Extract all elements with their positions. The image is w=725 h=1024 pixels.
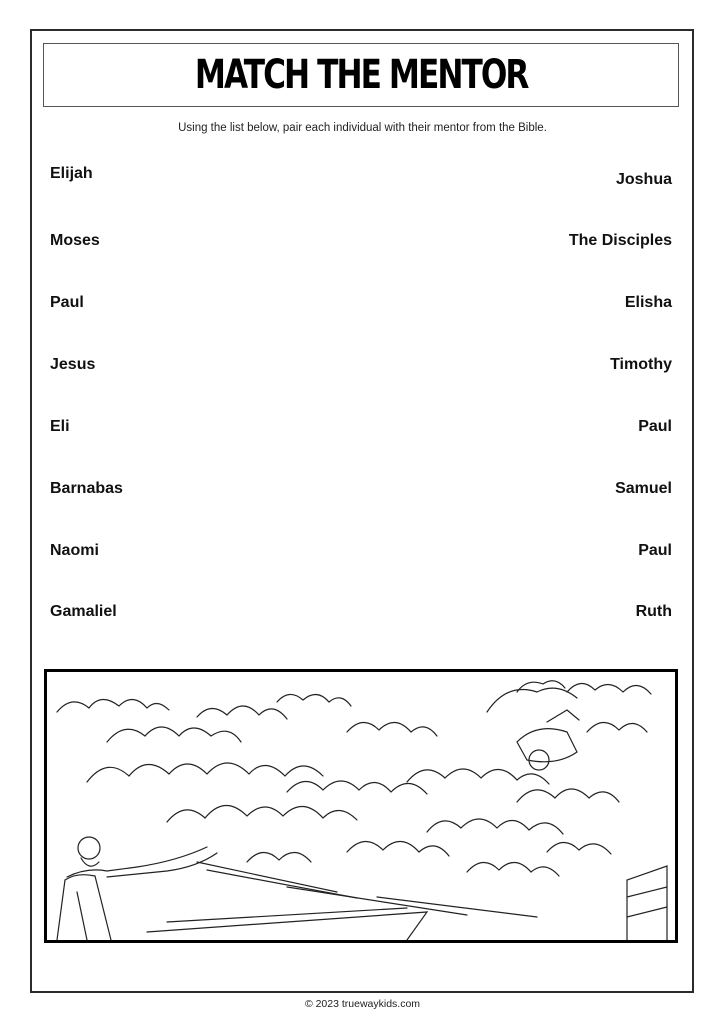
right-name-paul: Paul [638,418,672,435]
illustration-drawing [47,672,675,940]
right-name-paul-2: Paul [638,542,672,559]
left-name-paul: Paul [50,294,84,311]
instructions: Using the list below, pair each individual with their mentor from the Bible. [178,122,547,134]
left-name-naomi: Naomi [50,542,99,559]
footer-copyright: © 2023 truewaykids.com [304,998,421,1010]
left-name-gamaliel: Gamaliel [50,603,117,620]
right-name-samuel: Samuel [615,480,672,497]
left-name-barnabas: Barnabas [50,480,123,497]
left-name-eli: Eli [50,418,70,435]
page-title: MATCH THE MENTOR [194,52,528,98]
right-name-ruth: Ruth [635,603,672,620]
title-box [43,43,679,107]
right-name-joshua: Joshua [615,171,672,188]
left-name-elijah: Elijah [50,165,93,182]
right-name-elisha: Elisha [624,294,672,311]
right-name-the-disciples: The Disciples [568,232,672,249]
elijah-chariot-illustration [44,669,678,943]
left-name-jesus: Jesus [50,356,96,373]
right-name-timothy: Timothy [610,356,672,373]
left-name-moses: Moses [50,232,100,249]
